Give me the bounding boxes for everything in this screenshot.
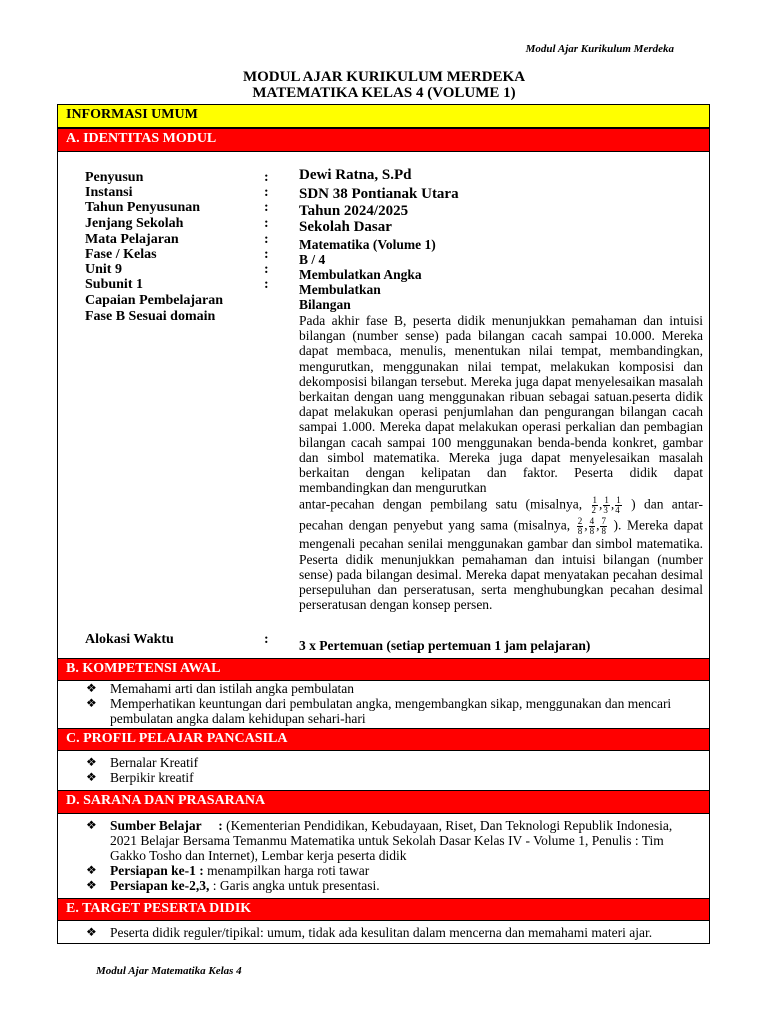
label-capaian-1: Capaian Pembelajaran — [85, 293, 224, 308]
fraction — [589, 517, 596, 536]
list-item — [86, 696, 704, 726]
running-header: Modul Ajar Kurikulum Merdeka — [525, 43, 674, 55]
capaian-pembelajaran-text — [299, 313, 703, 612]
colon: : — [264, 232, 269, 247]
numerator: 4 — [589, 516, 595, 527]
list-item-text: Bernalar Kreatif — [110, 755, 199, 770]
fraction — [603, 496, 610, 515]
colon: : — [264, 262, 269, 277]
diamond-bullet-icon: ❖ — [86, 770, 97, 784]
list-item — [86, 925, 704, 940]
label-fase-kelas: Fase / Kelas — [85, 247, 157, 262]
diamond-bullet-icon: ❖ — [86, 863, 97, 877]
title-line-1: MODUL AJAR KURIKULUM MERDEKA — [242, 69, 526, 85]
list-item — [86, 878, 686, 893]
fraction — [600, 517, 607, 536]
value-jenjang: Sekolah Dasar — [299, 219, 392, 235]
title-line-2: MATEMATIKA KELAS 4 (VOLUME 1) — [252, 85, 516, 101]
list-item — [86, 863, 686, 878]
label-penyusun: Penyusun — [85, 170, 144, 185]
label-capaian-2: Fase B Sesuai domain — [85, 309, 216, 324]
value-subunit: Membulatkan — [299, 282, 381, 297]
label-unit: Unit 9 — [85, 262, 122, 277]
numerator: 1 — [616, 495, 621, 506]
numerator: 7 — [601, 516, 606, 527]
label-mata-pelajaran: Mata Pelajaran — [85, 232, 179, 247]
colon: : — [264, 216, 269, 231]
value-mata-pelajaran: Matematika (Volume 1) — [299, 237, 436, 252]
list-item-text: : Garis angka untuk presentasi. — [209, 878, 380, 893]
numerator: 1 — [604, 495, 609, 506]
list-item-text: Memahami arti dan istilah angka pembulatan — [110, 681, 355, 696]
denominator: 4 — [615, 505, 620, 516]
label-subunit: Subunit 1 — [85, 277, 143, 292]
diamond-bullet-icon: ❖ — [86, 681, 97, 695]
colon: : — [264, 247, 269, 262]
frame-bottom-border — [57, 943, 710, 944]
capaian-text-2a: antar-pecahan dengan pembilang satu (misalnya, — [299, 497, 583, 513]
list-item-heading: Persiapan ke-1 : — [110, 863, 204, 878]
value-fase-kelas: B / 4 — [299, 252, 326, 267]
diamond-bullet-icon: ❖ — [86, 755, 97, 769]
list-item — [86, 681, 704, 696]
list-item-text: Peserta didik reguler/tipikal: umum, tidak ada kesulitan dalam mencerna dan memahami materi ajar. — [110, 925, 653, 940]
sarana-list — [86, 818, 686, 893]
value-tahun: Tahun 2024/2025 — [299, 203, 409, 219]
target-list — [86, 925, 704, 940]
value-alokasi-waktu: 3 x Pertemuan (setiap pertemuan 1 jam pelajaran) — [299, 638, 591, 653]
list-item-heading: Sumber Belajar : — [110, 818, 223, 833]
list-item — [86, 770, 704, 785]
section-identitas-modul: A. IDENTITAS MODUL — [57, 128, 710, 152]
list-item-text: Berpikir kreatif — [110, 770, 194, 785]
colon: : — [264, 277, 269, 292]
list-item — [86, 755, 704, 770]
capaian-line-fractions-1 — [299, 496, 703, 515]
list-item-text: menampilkan harga roti tawar — [203, 863, 370, 878]
label-tahun-penyusunan: Tahun Penyusunan — [85, 200, 201, 215]
numerator: 2 — [577, 516, 583, 527]
section-profil-pelajar: C. PROFIL PELAJAR PANCASILA — [57, 728, 710, 751]
fraction — [577, 517, 584, 536]
capaian-text-3a: pecahan dengan penyebut yang sama (misalnya, — [299, 518, 571, 534]
running-footer: Modul Ajar Matematika Kelas 4 — [96, 965, 242, 977]
fractions-unit: $\frac{1}{2}$ , $\frac{1}{3}$ , $\frac{1}{4}$ — [591, 495, 621, 516]
diamond-bullet-icon: ❖ — [86, 818, 97, 832]
list-item-text: Memperhatikan keuntungan dari pembulatan angka, mengembangkan sikap, menggunakan dan mencari pembulatan angka dalam kehidupan sehari-hari — [110, 696, 672, 726]
denominator: 8 — [577, 526, 583, 537]
section-kompetensi-awal: B. KOMPETENSI AWAL — [57, 658, 710, 681]
colon: : — [264, 632, 269, 647]
diamond-bullet-icon: ❖ — [86, 925, 97, 939]
numerator: 1 — [592, 495, 598, 506]
fraction — [592, 496, 599, 515]
colon: : — [264, 185, 269, 200]
section-target-peserta-didik: E. TARGET PESERTA DIDIK — [57, 898, 710, 921]
diamond-bullet-icon: ❖ — [86, 696, 97, 710]
list-item-text: (Kementerian Pendidikan, Kebudayaan, Riset, Dan Teknologi Republik Indonesia, 2021 Belajar Bersama Temanmu Matematika untuk Sekolah Dasar Kelas IV - Volume 1, Penulis : Tim Gakko Tosho dan Internet), Lembar kerja peserta didik — [110, 818, 673, 863]
colon: : — [264, 170, 269, 185]
label-instansi: Instansi — [85, 185, 133, 200]
denominator: 8 — [589, 526, 595, 537]
capaian-line-fractions-2 — [299, 517, 703, 612]
denominator: 2 — [591, 505, 597, 516]
profil-list — [86, 755, 704, 785]
capaian-text-3b: ). Mereka dapat mengenali pecahan senilai menggunakan gambar dan simbol matematika. Peserta didik menunjukkan pemahaman dan intuisi bilangan (number sense) pada bilangan desimal. Mereka dapat menyatakan pecahan desimal persepuluhan dan perseratusan, serta menghubungkan pecahan desimal perseratusan dengan konsep persen. — [299, 518, 704, 613]
list-item — [86, 818, 686, 863]
section-informasi-umum: INFORMASI UMUM — [57, 104, 710, 128]
value-penyusun: Dewi Ratna, S.Pd — [299, 167, 412, 183]
kompetensi-list — [86, 681, 704, 726]
capaian-text-2b: ) dan antar- — [631, 497, 704, 513]
capaian-paragraph-1: Pada akhir fase B, peserta didik menunjukkan pemahaman dan intuisi bilangan (number sense) pada bilangan cacah sampai 10.000. Mereka dapat membaca, menulis, menentukan nilai tempat, membandingkan, mengurutkan, menggunakan nilai tempat, melakukan komposisi dan dekomposisi bilangan tersebut. Mereka juga dapat menyelesaikan masalah berkaitan dengan uang menggunakan ribuan sebagai satuan.peserta didik dapat melakukan operasi penjumlahan dan pengurangan bilangan cacah sampai 1.000. Mereka dapat melakukan operasi perkalian dan pembagian bilangan cacah sampai 100 menggunakan benda-benda konkret, gambar dan simbol matematika. Mereka juga dapat menyelesaikan masalah berkaitan dengan kelipatan dan faktor. Peserta didik dapat membandingkan dan mengurutkan — [299, 313, 703, 496]
section-sarana-prasarana: D. SARANA DAN PRASARANA — [57, 790, 710, 814]
denominator: 8 — [601, 526, 606, 537]
diamond-bullet-icon: ❖ — [86, 878, 97, 892]
document-title — [0, 69, 768, 101]
fractions-same-denominator: $\frac{2}{8}$ , $\frac{4}{8}$ , $\frac{7}{8}$ — [577, 516, 606, 537]
value-subunit-extra: Bilangan — [299, 297, 351, 312]
list-item-heading: Persiapan ke-2,3, — [110, 878, 210, 893]
value-instansi: SDN 38 Pontianak Utara — [299, 186, 459, 202]
label-alokasi-waktu: Alokasi Waktu — [85, 632, 174, 647]
fraction — [615, 496, 622, 515]
label-jenjang-sekolah: Jenjang Sekolah — [85, 216, 184, 231]
denominator: 3 — [603, 505, 608, 516]
value-unit: Membulatkan Angka — [299, 267, 422, 282]
colon: : — [264, 200, 269, 215]
